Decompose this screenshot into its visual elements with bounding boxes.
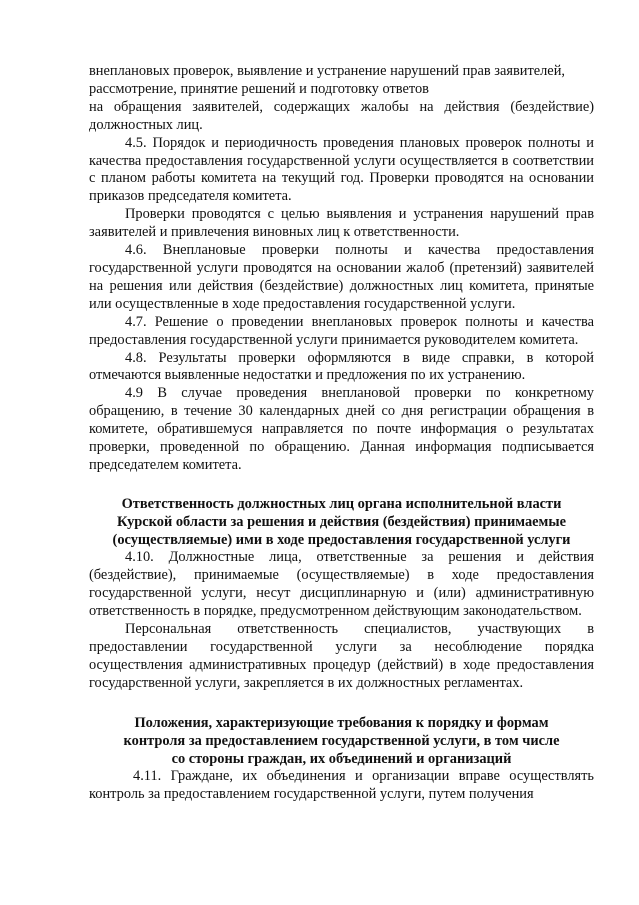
paragraph-4-8: 4.8. Результаты проверки оформляются в виде справки, в которой отмечаются выявленные недостатки и предложения по их устранению. (89, 349, 594, 384)
paragraph-line: внеплановых проверок, выявление и устранение нарушений прав заявителей, (89, 63, 565, 79)
heading-line: (осуществляемые) ими в ходе предоставления государственной услуги (112, 532, 571, 549)
paragraph-4-5: 4.5. Порядок и периодичность проведения плановых проверок полноты и качества предоставления государственной услуги осуществляется в соответствии с планом работы комитета на текущий год. Проверки проводятся на основании приказов председателя комитета. (89, 134, 594, 205)
heading-line: Положения, характеризующие требования к порядку и формам (134, 714, 549, 731)
section-heading-control-requirements (89, 714, 594, 769)
paragraph: Проверки проводятся с целью выявления и устранения нарушений прав заявителей и привлечения виновных лиц к ответственности. (89, 206, 594, 241)
heading-line: Ответственность должностных лиц органа исполнительной власти (121, 495, 562, 512)
paragraph-line: рассмотрение, принятие решений и подготовку ответов (89, 80, 429, 97)
paragraph-4-7: 4.7. Решение о проведении внеплановых проверок полноты и качества предоставления государственной услуги принимается руководителем комитета. (89, 313, 594, 348)
paragraph-4-6: 4.6. Внеплановые проверки полноты и качества предоставления государственной услуги проводятся на основании жалоб (претензий) заявителей на решения или действия (бездействие) должностных лиц комитета, принятые или осуществленные в ходе предоставления государственной услуги. (89, 242, 594, 312)
paragraph: Персональная ответственность специалистов, участвующих в предоставлении государственной услуги за несоблюдение порядка осуществления административных процедур (действий) в ходе предоставления государственной услуги, закрепляется в их должностных регламентах. (89, 621, 594, 691)
paragraph-4-9: 4.9 В случае проведения внеплановой проверки по конкретному обращению, в течение 30 календарных дней со дня регистрации обращения в комитете, обратившемуся направляется по почте информация о результатах проверки, проведенной по обращению. Данная информация подписывается председателем комитета. (89, 385, 594, 473)
section-heading-responsibility (89, 495, 594, 550)
heading-line: Курской области за решения и действия (бездействия) принимаемые (117, 514, 566, 531)
paragraph: на обращения заявителей, содержащих жалобы на действия (бездействие) должностных лиц. (89, 98, 594, 133)
heading-line: со стороны граждан, их объединений и организаций (171, 751, 512, 768)
heading-line: контроля за предоставлением государственной услуги, в том числе (123, 732, 560, 749)
paragraph-4-10: 4.10. Должностные лица, ответственные за решения и действия (бездействие), принимаемые (осуществляемые) в ходе предоставления государственной услуги, несут дисциплинарную и (или) административную ответственность в порядке, предусмотренном действующим законодательством. (89, 549, 594, 620)
paragraph-4-11: 4.11. Граждане, их объединения и организации вправе осуществлять контроль за предоставлением государственной услуги, путем получения (89, 768, 594, 803)
